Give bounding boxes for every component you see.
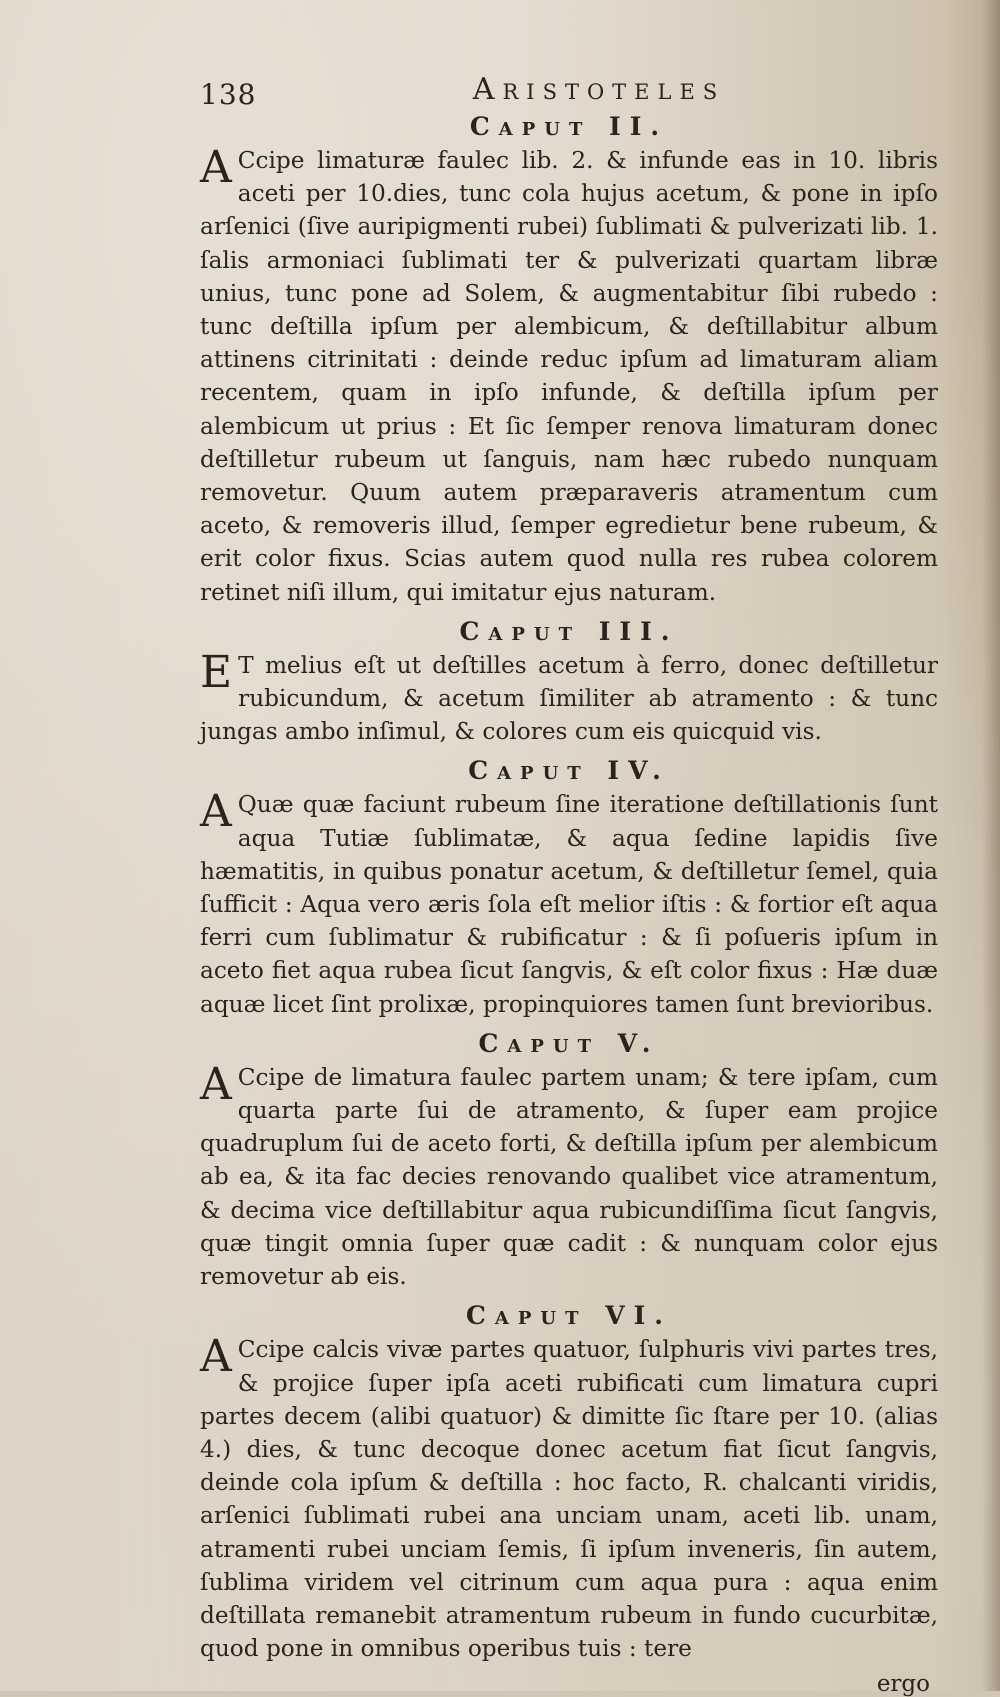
chapter-3 <box>200 615 938 749</box>
chapter-text <box>200 646 938 749</box>
drop-initial: A <box>200 1058 232 1110</box>
chapter-body: Ccipe de limatura faulec partem unam; & tere ipſam, cum quarta parte ſui de atramento, & ſuper eam projice quadruplum ſui de aceto forti, & deſtilla ipſum per alembicum ab ea, & ita fac decies renovando qualibet vice atramentum, & decima vice deſtillabitur aqua rubicundiſſima ſicut ſangvis, quæ tingit omnia ſuper quæ cadit : & nunquam color ejus removetur ab eis. <box>200 1063 938 1291</box>
drop-initial: A <box>200 142 232 193</box>
chapter-text <box>200 1333 938 1665</box>
page-number: 138 <box>200 78 257 111</box>
chapter-heading: Caput III. <box>459 616 679 646</box>
chapter-body: Ccipe calcis vivæ partes quatuor, ſulphuris vivi partes tres, & projice ſuper ipſa aceti rubificati cum limatura cupri partes decem (alibi quatuor) & dimitte ſic ſtare per 10. (alias 4.) dies, & tunc decoque donec acetum fiat ſicut ſangvis, deinde cola ipſum & deſtilla : hoc facto, R. chalcanti viridis, arſenici ſublimati rubei ana unciam unam, aceti lib. unam, atramenti rubei unciam ſemis, ſi ipſum inveneris, ſin autem, ſublima viridem vel citrinum cum aqua pura : aqua enim deſtillata remanebit atramentum rubeum in fundo cucurbitæ, quod pone in omnibus operibus tuis : tere <box>200 1336 938 1663</box>
drop-initial: A <box>200 1331 232 1383</box>
chapter-body: Ccipe limaturæ faulec lib. 2. & infunde eas in 10. libris aceti per 10.dies, tunc cola hujus acetum, & pone in ipſo arſenici (ſive auripigmenti rubei) ſublimati & pulverizati lib. 1. ſalis armoniaci ſublimati ter & pulverizati quartam libræ unius, tunc pone ad Solem, & augmentabitur ſibi rubedo : tunc deſtilla ipſum per alembicum, & deſtillabitur album attinens citrinitati : deinde reduc ipſum ad limaturam aliam recentem, quam in ipſo infunde, & deſtilla ipſum per alembicum ut prius : Et ſic ſemper renova limaturam donec deſtilletur rubeum ut ſanguis, nam hæc rubedo nunquam removetur. Quum autem præparaveris atramentum cum aceto, & removeris illud, ſemper egredietur bene rubeum, & erit color fixus. Scias autem quod nulla res rubea colorem retinet niſi illum, qui imitatur ejus naturam. <box>200 147 938 606</box>
chapter-heading: Caput V. <box>478 1028 660 1058</box>
chapter-text <box>200 788 938 1020</box>
running-title: Aristoteles <box>472 72 726 107</box>
chapter-heading: Caput IV. <box>468 756 670 786</box>
chapter-text <box>200 144 938 609</box>
chapter-4 <box>200 754 938 1020</box>
drop-initial: E <box>200 646 233 698</box>
text-block <box>200 66 938 1697</box>
chapter-heading: Caput II. <box>469 112 669 141</box>
chapter-body: Quæ quæ faciunt rubeum ſine iteratione deſtillationis ſunt aqua Tutiæ ſublimatæ, & aqua ſedine lapidis ſive hæmatitis, in quibus ponatur acetum, & deſtilletur ſemel, quia ſufficit : Aqua vero æris ſola eſt melior iſtis : & fortior eſt aqua ferri cum ſublimatur & rubificatur : & ſi poſueris ipſum in aceto fiet aqua rubea ſicut ſangvis, & eſt color fixus : Hæ duæ aquæ licet ſint prolixæ, propinquiores tamen ſunt brevioribus. <box>200 791 938 1018</box>
chapter-text <box>200 1058 938 1293</box>
chapter-heading: Caput VI. <box>466 1301 672 1331</box>
chapter-body: T melius eſt ut deſtilles acetum à ferro, donec deſtilletur rubicundum, & acetum ſimiliter ab atramento : & tunc jungas ambo inſimul, & colores cum eis quicquid vis. <box>200 651 938 746</box>
chapter-5 <box>200 1027 938 1293</box>
running-head <box>200 66 938 110</box>
drop-initial: A <box>200 786 232 838</box>
catchword: ergo <box>876 1671 930 1697</box>
chapter-2 <box>200 110 938 609</box>
chapter-6 <box>200 1299 938 1665</box>
